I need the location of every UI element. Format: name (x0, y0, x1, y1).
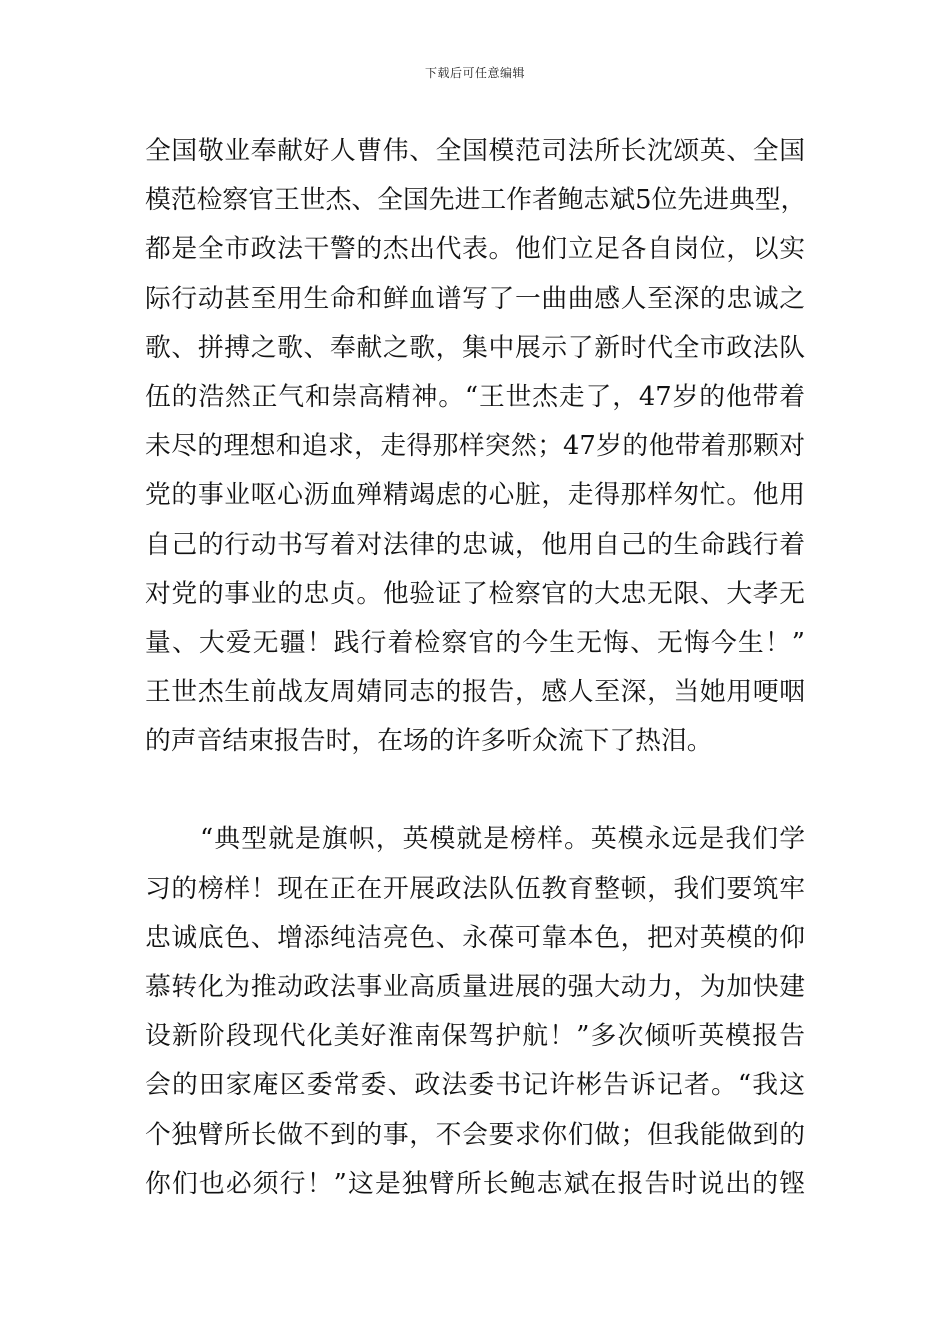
text-line: 伍的浩然正气和崇高精神。“王世杰走了，47岁的他带着 (145, 381, 805, 412)
text-line: 的声音结束报告时，在场的许多听众流下了热泪。 (145, 726, 713, 757)
paragraph-spacer (145, 766, 805, 815)
document-body (145, 127, 805, 1209)
text-line: 个独臂所长做不到的事，不会要求你们做；但我能做到的 (145, 1119, 805, 1150)
page-header: 下载后可任意编辑 (424, 66, 525, 80)
text-line: 党的事业呕心沥血殚精竭虑的心脏，走得那样匆忙。他用 (145, 480, 805, 511)
text-line: 王世杰生前战友周婧同志的报告，感人至深，当她用哽咽 (145, 677, 805, 708)
text-line: 会的田家庵区委常委、政法委书记许彬告诉记者。“我这 (145, 1070, 805, 1101)
text-line: 未尽的理想和追求，走得那样突然；47岁的他带着那颗对 (145, 431, 805, 462)
paragraph-2 (145, 815, 805, 1209)
text-line: 歌、拼搏之歌、奉献之歌，集中展示了新时代全市政法队 (145, 332, 805, 363)
text-line: 模范检察官王世杰、全国先进工作者鲍志斌5位先进典型， (145, 185, 807, 216)
text-line: 都是全市政法干警的杰出代表。他们立足各自岗位，以实 (145, 234, 805, 265)
text-line: 自己的行动书写着对法律的忠诚，他用自己的生命践行着 (145, 529, 805, 560)
text-line: 慕转化为推动政法事业高质量进展的强大动力，为加快建 (145, 972, 805, 1002)
text-line: 对党的事业的忠贞。他验证了检察官的大忠无限、大孝无 (145, 578, 805, 609)
text-line: 习的榜样！现在正在开展政法队伍教育整顿，我们要筑牢 (145, 873, 805, 904)
text-line: 量、大爱无疆！践行着检察官的今生无悔、无悔今生！” (145, 627, 805, 658)
text-line: 设新阶段现代化美好淮南保驾护航！”多次倾听英模报告 (145, 1021, 805, 1052)
paragraph-1 (145, 127, 805, 766)
text-line: 全国敬业奉献好人曹伟、全国模范司法所长沈颂英、全国 (145, 136, 805, 166)
text-line: 际行动甚至用生命和鲜血谱写了一曲曲感人至深的忠诚之 (145, 283, 805, 314)
text-line: 你们也必须行！”这是独臂所长鲍志斌在报告时说出的铿 (145, 1168, 805, 1199)
text-line: “典型就是旗帜，英模就是榜样。英模永远是我们学 (200, 824, 805, 855)
text-line: 忠诚底色、增添纯洁亮色、永葆可靠本色，把对英模的仰 (145, 922, 805, 953)
